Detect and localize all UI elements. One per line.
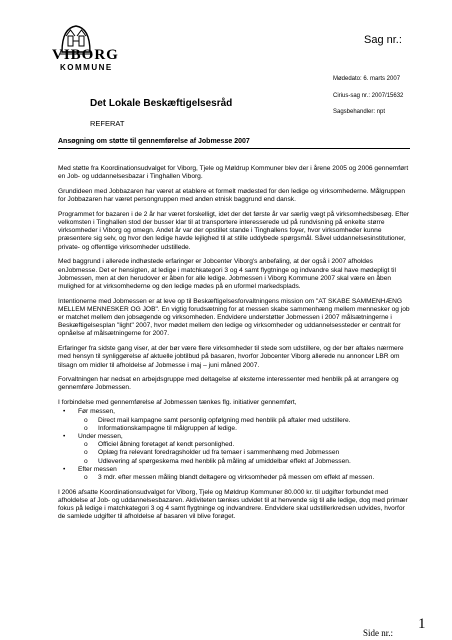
- list-subitem: o Officiel åbning foretaget af kendt personlighed.: [84, 441, 235, 449]
- paragraph: Intentionerne med Jobmessen er at leve op til Beskæftigelsesforvaltningens mission om "AT SKABE SAMMENHÆNG MELLEM MENNESKER OG JOB". En vigtig forudsætning for at messen skabe sammenhæng mellem mennesker og job er matchet mellem den jobsøgende og virksomheden. Endvidere understøtter Jobmessen i 2007 målsætningerne i Beskæftigelsesplan "light" 2007, hvor mødet mellem den ledige og virksomheder og uddannelsessteder er centralt for opnåelse af målsætningerne for 2007.: [58, 297, 410, 338]
- bullet-icon: o: [84, 457, 88, 465]
- paragraph: Med støtte fra Koordinationsudvalget for Viborg, Tjele og Møldrup Kommuner blev der i årene 2005 og 2006 gennemført en Job- og uddannelsesbazar i Tinghallen Viborg.: [58, 165, 409, 181]
- divider: [58, 148, 410, 149]
- bullet-icon: o: [84, 416, 88, 424]
- case-handler: Sagsbehandler: npt: [333, 109, 386, 115]
- list-subitem: o 3 mdr. efter messen måling blandt deltagere og virksomheder på messen om effekt af messen.: [84, 474, 375, 481]
- paragraph: I forbindelse med gennemførelse af Jobmessen tænkes flg. initiativer gennemført,: [58, 399, 297, 407]
- paragraph: Forvaltningen har nedsat en arbejdsgruppe med deltagelse af eksterne interessenter med henblik på at arrangere og gennemføre Jobmessen.: [58, 376, 399, 392]
- cirius-case-number: Cirius-sag nr.: 2007/15632: [333, 93, 404, 99]
- document-type: REFERAT: [90, 119, 125, 128]
- paragraph: Programmet for bazaren i de 2 år har været forskelligt, idet der det første år var særlig vægt på virksomhedsbesøg. Efter velkomsten i Tinghallen stod der busser klar til at transportere interesserede ud på rundvisning på enkelte større virksomheder i Viborg og omegn. Andet år var der opstillet stande i Tinghallens foyer, hvor virksomheder kunne præsentere sig selv, og hvor den ledige havde lejlighed til at stille uddybede spørgsmål. Såvel uddannelsesinstitutioner, private- og offentlige virksomheder udstillede.: [58, 210, 410, 251]
- paragraph: Med baggrund i allerede indhøstede erfaringer er Jobcenter Viborg's anbefaling, at der også i 2007 afholdes enJobmesse. Det er hensigten, at ledige i matchkategori 3 og 4 samt flygtninge og indvandre skal have mødepligt til Jobmessen, men at den herudover er åben for alle ledige. Jobmessen i Viborg Kommune 2007 skal være en åben mulighed for at virksomhederne og den ledige mødes på en uformel markedsplads.: [58, 258, 396, 290]
- page-number: 1: [418, 616, 426, 632]
- logo-subtitle: KOMMUNE: [60, 63, 113, 72]
- bullet-icon: o: [84, 449, 88, 457]
- paragraph: I 2006 afsatte Koordinationsudvalget for Viborg, Tjele og Møldrup Kommuner 80.000 kr. til udgifter forbundet med afholdelse af Job- og uddannelsesbazaren. Aktiviteten tænkes udvidet til at henvende sig til alle ledige, dog med primær fokus på ledige i matchkategori 3 og 4 samt flygtninge og indvandrere. Endvidere skal udstillerkredsen udvides, hvorfor de samlede udgifter til afholdelse af basaren vil blive forøget.: [58, 488, 408, 521]
- list-subitem: o Oplæg fra relevant foredragsholder ud fra temaer i sammenhæng med Jobmessen: [84, 449, 340, 457]
- page-label: Side nr.:: [363, 628, 394, 638]
- list-subitem: o Informationskampagne til målgruppen af ledige.: [84, 424, 237, 432]
- list-item: • Før messen,: [63, 408, 116, 416]
- list-item: • Under messen,: [63, 432, 123, 440]
- paragraph: Erfaringer fra sidste gang viser, at der bør være flere virksomheder til stede som udstillere, og der bør aftales nærmere med hensyn til synliggørelse af aktuelle jobtilbud på basaren, hvorfor Jobcenter Viborg allerede nu annoncer LBR om tilsagn om midler til afholdelse af Jobmesse i maj – juni måned 2007.: [58, 345, 404, 369]
- bullet-icon: •: [63, 465, 66, 473]
- bullet-icon: o: [84, 474, 88, 481]
- list-item: • Efter messen: [63, 465, 117, 473]
- bullet-icon: o: [84, 441, 88, 449]
- meeting-date: Mødedato: 6. marts 2007: [333, 76, 401, 82]
- bullet-icon: •: [63, 408, 66, 416]
- bullet-icon: •: [63, 432, 66, 440]
- page-title: Det Lokale Beskæftigelsesråd: [90, 98, 233, 109]
- list-subitem: o Direct mail kampagne samt personlig opfølgning med henblik på aftaler med udstillere.: [84, 416, 351, 424]
- case-number-label: Sag nr.:: [364, 34, 402, 46]
- initiatives-list: [58, 408, 410, 482]
- list-subitem: o Udlevering af spørgeskema med henblik på måling af umiddelbar effekt af Jobmessen.: [84, 457, 351, 465]
- subject-heading: Ansøgning om støtte til gennemførelse af Jobmesse 2007: [58, 138, 250, 145]
- bullet-icon: o: [84, 424, 88, 432]
- logo-name: VIBORG: [52, 47, 119, 63]
- paragraph: Grundideen med Jobbazaren har været at etablere et formelt mødested for den ledige og virksomhederne. Målgruppen for Jobbazaren har været persongruppen med anden etnisk baggrund end dansk.: [58, 187, 406, 204]
- body-text: [58, 165, 410, 528]
